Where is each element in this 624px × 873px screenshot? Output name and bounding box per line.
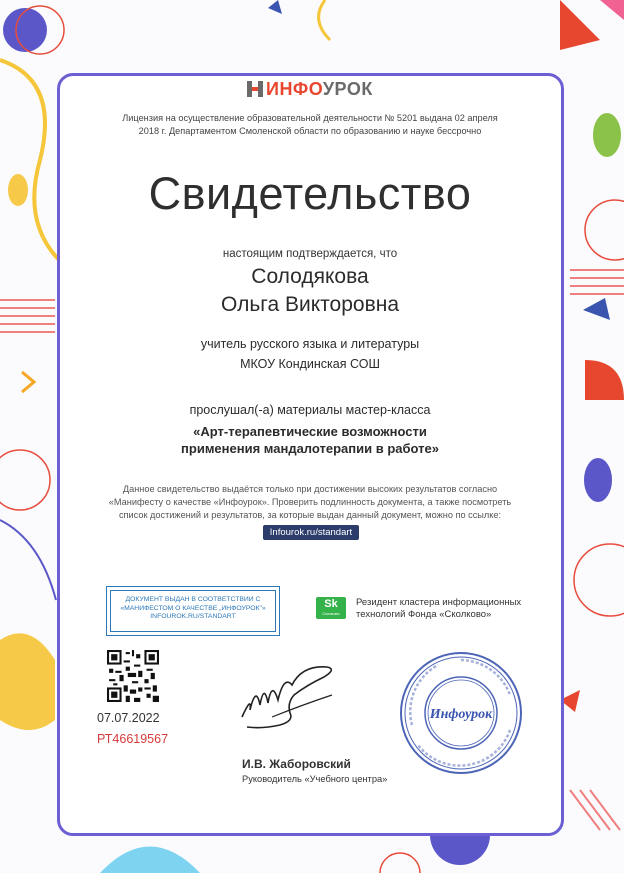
seal-center-text: Инфоурок (429, 707, 493, 722)
signer-name: И.В. Жаборовский (242, 757, 351, 771)
certificate-number: РТ46619567 (97, 732, 169, 746)
manifesto-stamp: ДОКУМЕНТ ВЫДАН В СООТВЕТСТВИИ С «МАНИФЕСТОМ О КАЧЕСТВЕ „ИНФОУРОК"» INFOUROK.RU/STANDART (106, 586, 280, 636)
signer-role: Руководитель «Учебного центра» (242, 774, 388, 784)
recipient-organization: МКОУ Кондинская СОШ (240, 357, 380, 371)
organization-seal (398, 650, 524, 776)
course-title: «Арт-терапевтические возможности применения мандалотерапии в работе» (181, 424, 439, 456)
recipient-role: учитель русского языка и литературы (200, 337, 420, 351)
skolkovo-text: Резидент кластера информационных технологий Фонда «Сколково» (356, 597, 522, 620)
recipient-name (110, 263, 510, 319)
signature-image (232, 655, 342, 735)
course-intro: прослушал(-а) материалы мастер-класса (189, 403, 431, 417)
recipient-surname: Солодякова (251, 265, 369, 288)
infourok-logo (246, 78, 386, 100)
infourok-logo-icon (246, 78, 264, 100)
verification-notice: Данное свидетельство выдаётся только при достижении высоких результатов согласно «Манифесту о качестве «Инфоурок». Проверить подлинность документа, а также посмотреть список достижений и результатов, за которые выдан данный документ, можно по ссылке: (108, 484, 512, 520)
issue-date: 07.07.2022 (97, 711, 160, 725)
infourok-logo-text: ИНФОУРОК (266, 79, 373, 99)
recipient-given-name: Ольга Викторовна (220, 293, 400, 316)
verify-link[interactable]: Infourok.ru/standart (263, 525, 359, 540)
skolkovo-logo: Sk Сколково (316, 597, 346, 619)
confirm-text: настоящим подтверждается, что (222, 248, 398, 260)
qr-code[interactable] (107, 650, 159, 702)
certificate-title: Свидетельство (148, 168, 472, 219)
recipient-position (130, 334, 490, 374)
license-text: Лицензия на осуществление образовательной деятельности № 5201 выдана 02 апреля 2018 г. Департаментом Смоленской области по образованию и науке бессрочно (122, 113, 498, 136)
